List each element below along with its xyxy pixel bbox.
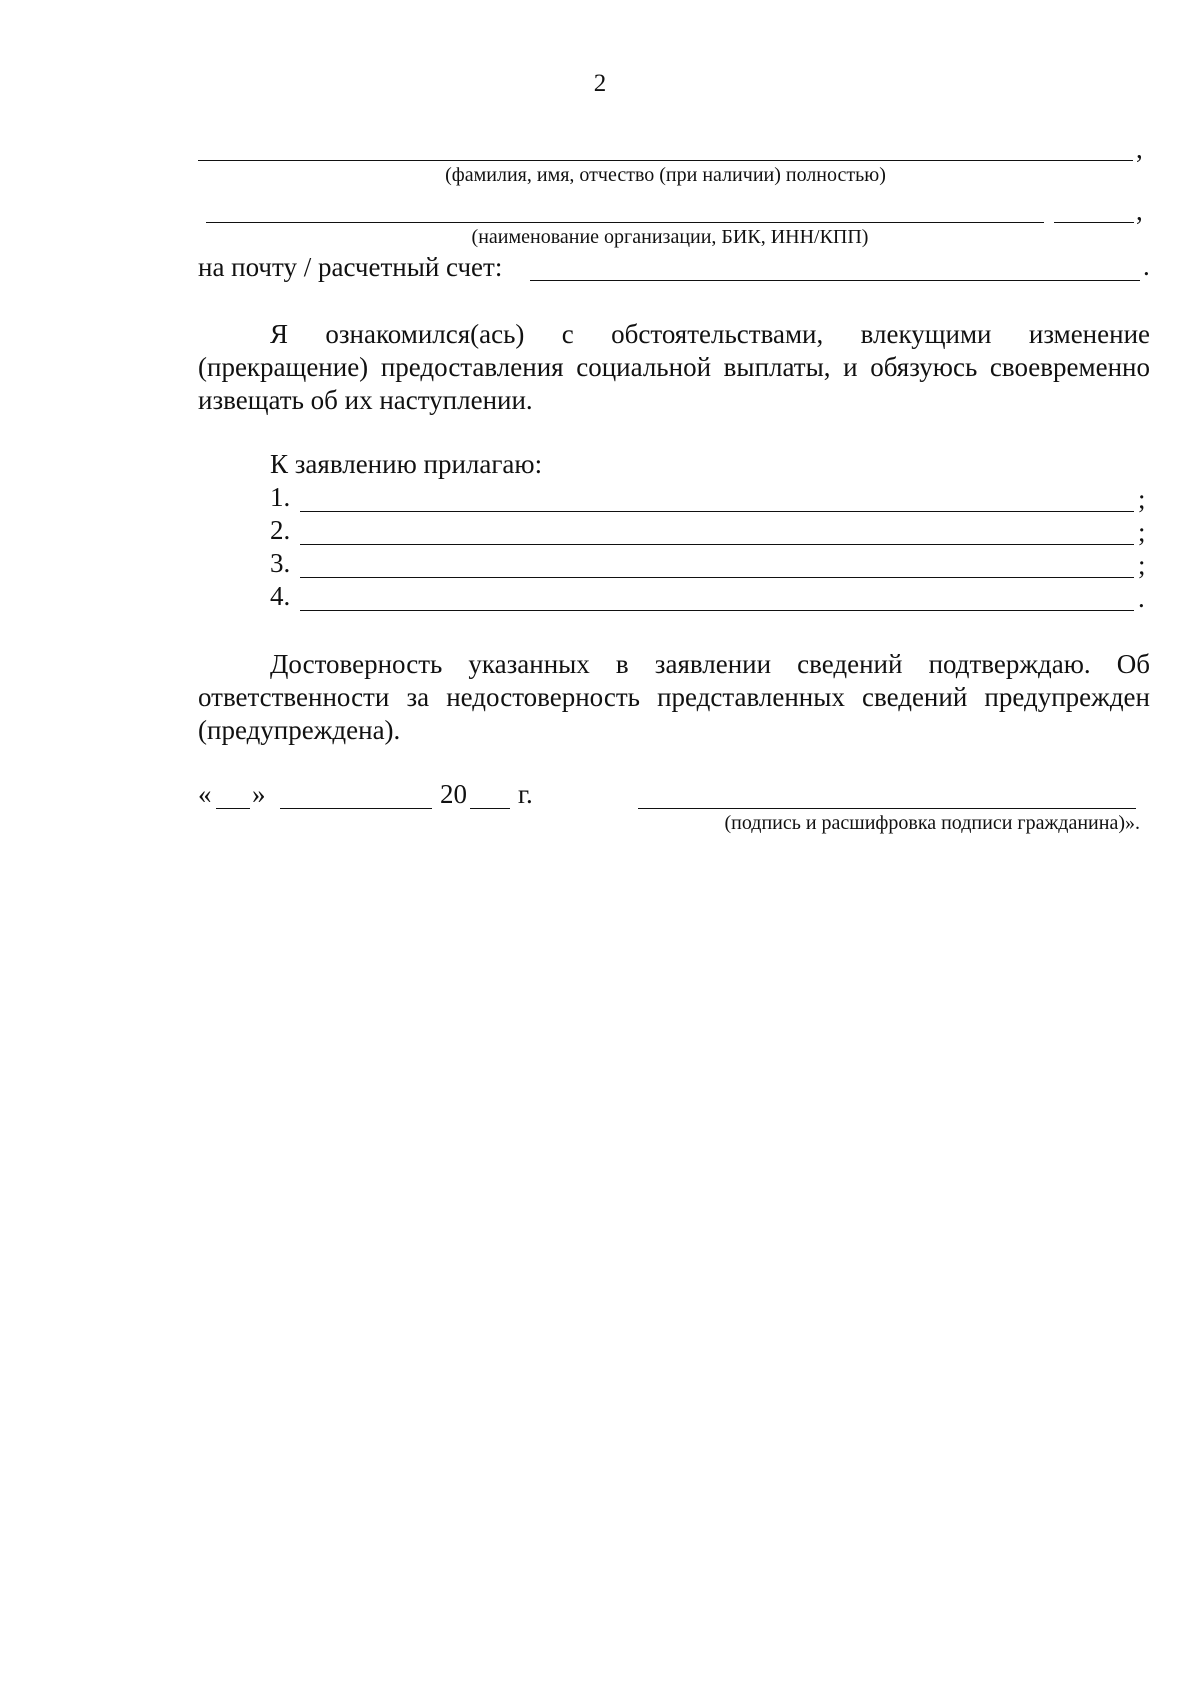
signature-line[interactable] (638, 808, 1136, 809)
signature-caption: (подпись и расшифровка подписи гражданина)». (724, 812, 1140, 834)
fio-input-line[interactable] (198, 160, 1133, 161)
date-century: 20 (440, 779, 467, 809)
account-input-line[interactable] (530, 280, 1140, 281)
org-caption: (наименование организации, БИК, ИНН/КПП) (471, 226, 869, 248)
attachment-end-2: ; (1138, 517, 1146, 547)
acknowledgement-text: Я ознакомился(ась) с обстоятельствами, влекущими изменение (прекращение) предоставления социальной выплаты, и обязуюсь своевременно извещать об их наступлении. (198, 319, 1150, 415)
attachment-line-2[interactable] (300, 544, 1134, 545)
date-month-line[interactable] (280, 808, 432, 809)
date-close-quote: » (252, 779, 266, 809)
attachment-end-3: ; (1138, 550, 1146, 580)
page-number: 2 (593, 70, 607, 97)
certification-paragraph (198, 648, 1150, 747)
account-label: на почту / расчетный счет: (198, 252, 503, 282)
attachment-number-1: 1. (270, 482, 291, 512)
attachment-line-1[interactable] (300, 511, 1134, 512)
attachments-heading: К заявлению прилагаю: (270, 449, 543, 479)
date-year-line[interactable] (470, 808, 510, 809)
date-open-quote: « (198, 779, 212, 809)
acknowledgement-paragraph (198, 318, 1150, 417)
fio-trailing-comma: , (1136, 134, 1143, 164)
attachment-line-3[interactable] (300, 577, 1134, 578)
org-trailing-comma: , (1136, 196, 1143, 226)
attachment-number-3: 3. (270, 548, 291, 578)
date-day-line[interactable] (216, 808, 250, 809)
date-year-suffix: г. (518, 779, 533, 809)
attachment-end-1: ; (1138, 484, 1146, 514)
attachment-line-4[interactable] (300, 610, 1134, 611)
attachment-end-4: . (1138, 583, 1145, 613)
certification-text: Достоверность указанных в заявлении сведений подтверждаю. Об ответственности за недостоверность представленных сведений предупрежден (предупреждена). (198, 649, 1150, 745)
attachment-number-4: 4. (270, 581, 291, 611)
fio-caption: (фамилия, имя, отчество (при наличии) полностью) (445, 164, 886, 186)
attachment-number-2: 2. (270, 515, 291, 545)
org-input-line-extra[interactable] (1054, 222, 1134, 223)
account-trailing-period: . (1143, 251, 1150, 281)
org-input-line[interactable] (206, 222, 1044, 223)
